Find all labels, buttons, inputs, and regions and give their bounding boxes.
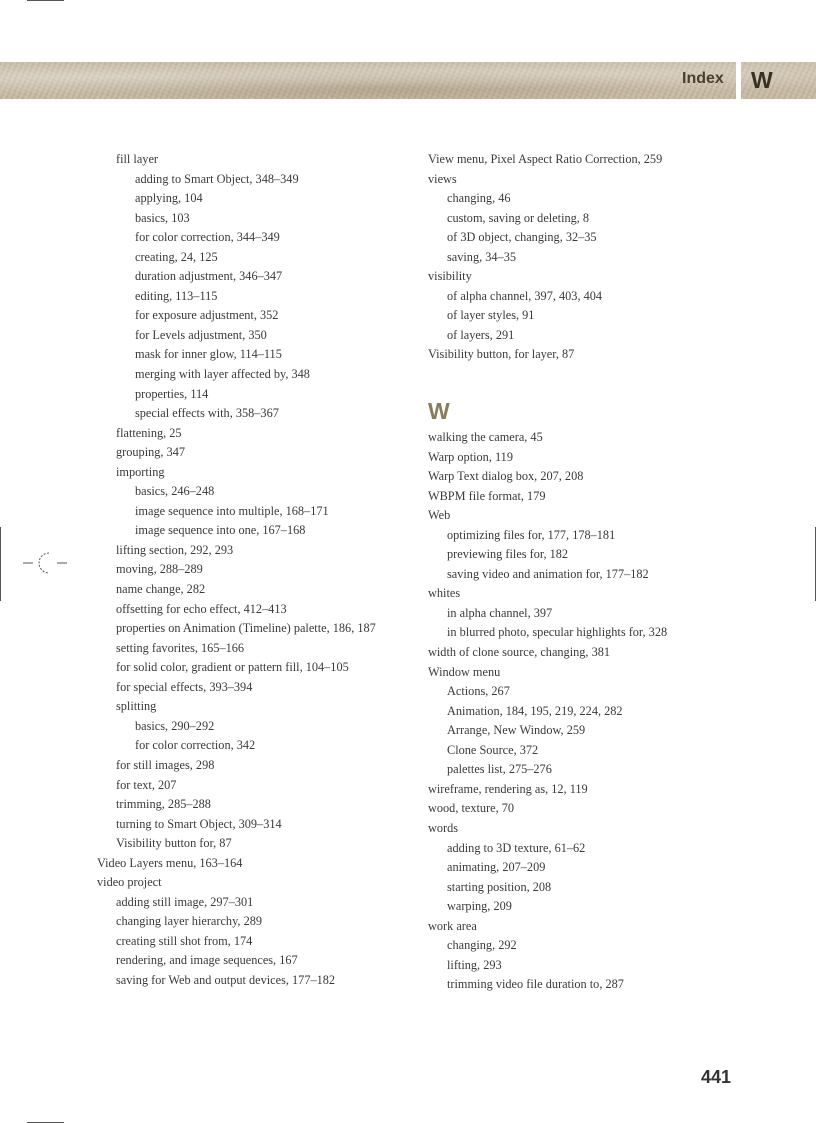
index-entry: views [428, 171, 457, 186]
index-subentry: trimming video file duration to, 287 [447, 977, 624, 992]
index-column-left [97, 150, 407, 991]
index-subentry: offsetting for echo effect, 412–413 [116, 601, 287, 616]
index-subentry: palettes list, 275–276 [447, 762, 552, 777]
index-group-v [428, 150, 758, 365]
index-subentry: creating still shot from, 174 [116, 933, 253, 948]
section-letter-tab: W [751, 67, 773, 93]
index-subentry: changing, 46 [447, 191, 511, 206]
index-subentry: of layer styles, 91 [447, 308, 535, 323]
index-entry: WBPM file format, 179 [428, 488, 546, 503]
index-column-right [428, 150, 758, 995]
index-entry: wood, texture, 70 [428, 801, 515, 816]
index-entry: Warp option, 119 [428, 449, 513, 464]
index-subentry: moving, 288–289 [116, 562, 203, 577]
index-subentry: image sequence into multiple, 168–171 [135, 503, 329, 518]
registration-mark-icon [23, 549, 67, 577]
index-entry: video project [97, 875, 162, 890]
index-subentry: turning to Smart Object, 309–314 [116, 816, 282, 831]
index-subentry: splitting [116, 699, 157, 714]
crop-mark-top-left [27, 0, 64, 1]
index-subentry: special effects with, 358–367 [135, 406, 279, 421]
index-subentry: applying, 104 [135, 191, 203, 206]
index-subentry: Visibility button for, 87 [116, 836, 232, 851]
index-subentry: flattening, 25 [116, 425, 182, 440]
page-number: 441 [701, 1067, 732, 1087]
index-subentry: Clone Source, 372 [447, 742, 539, 757]
index-subentry: trimming, 285–288 [116, 797, 211, 812]
crop-mark-left-vertical [0, 527, 1, 601]
index-subentry: grouping, 347 [116, 445, 185, 460]
index-subentry: lifting section, 292, 293 [116, 542, 234, 557]
header-band-divider [736, 62, 741, 99]
index-subentry: adding still image, 297–301 [116, 894, 254, 909]
index-subentry: editing, 113–115 [135, 288, 218, 303]
index-subentry: adding to Smart Object, 348–349 [135, 171, 299, 186]
index-subentry: in blurred photo, specular highlights for, 328 [447, 625, 668, 640]
index-subentry: mask for inner glow, 114–115 [135, 347, 282, 362]
index-subentry: of layers, 291 [447, 327, 515, 342]
index-subentry: Animation, 184, 195, 219, 224, 282 [447, 703, 623, 718]
index-subentry: for exposure adjustment, 352 [135, 308, 279, 323]
index-subentry: custom, saving or deleting, 8 [447, 210, 590, 225]
index-entry: words [428, 820, 459, 835]
index-subentry: saving, 34–35 [447, 249, 516, 264]
index-group-w [428, 428, 758, 995]
index-entry: Video Layers menu, 163–164 [97, 855, 243, 870]
index-subentry: properties, 114 [135, 386, 209, 401]
index-subentry: setting favorites, 165–166 [116, 640, 245, 655]
index-subentry: basics, 290–292 [135, 718, 215, 733]
index-subentry: fill layer [116, 152, 158, 166]
index-subentry: starting position, 208 [447, 879, 552, 894]
index-subentry: for Levels adjustment, 350 [135, 327, 267, 342]
index-entry: Web [428, 508, 451, 523]
index-subentry: rendering, and image sequences, 167 [116, 953, 298, 968]
index-subentry: for text, 207 [116, 777, 177, 792]
index-subentry: basics, 246–248 [135, 484, 215, 499]
index-subentry: for special effects, 393–394 [116, 679, 253, 694]
index-entry: Window menu [428, 664, 501, 679]
index-subentry: saving for Web and output devices, 177–182 [116, 972, 336, 987]
index-subentry: of alpha channel, 397, 403, 404 [447, 288, 603, 303]
index-subentry: warping, 209 [447, 899, 512, 914]
index-subentry: merging with layer affected by, 348 [135, 367, 310, 382]
index-subentry: in alpha channel, 397 [447, 605, 553, 620]
index-subentry: animating, 207–209 [447, 860, 546, 875]
index-subentry: changing, 292 [447, 938, 517, 953]
index-subentry: previewing files for, 182 [447, 547, 569, 562]
index-subentry: basics, 103 [135, 210, 190, 225]
index-entry: Visibility button, for layer, 87 [428, 347, 575, 362]
index-subentry: changing layer hierarchy, 289 [116, 914, 263, 929]
index-entry: width of clone source, changing, 381 [428, 645, 611, 660]
index-subentry: duration adjustment, 346–347 [135, 269, 283, 284]
index-subentry: optimizing files for, 177, 178–181 [447, 527, 616, 542]
index-entry: wireframe, rendering as, 12, 119 [428, 781, 588, 796]
index-subentry: creating, 24, 125 [135, 249, 218, 264]
index-entry: visibility [428, 269, 472, 284]
index-entry: whites [428, 586, 461, 601]
index-entry: work area [428, 918, 477, 933]
index-subentry: importing [116, 464, 165, 479]
index-entry: View menu, Pixel Aspect Ratio Correction, 259 [428, 152, 663, 166]
index-subentry: Arrange, New Window, 259 [447, 723, 586, 738]
index-subentry: name change, 282 [116, 582, 206, 597]
section-heading-w: W [428, 398, 450, 425]
index-subentry: adding to 3D texture, 61–62 [447, 840, 586, 855]
index-subentry: Actions, 267 [447, 684, 510, 699]
index-subentry: lifting, 293 [447, 957, 502, 972]
index-subentry: for solid color, gradient or pattern fill, 104–105 [116, 660, 349, 675]
index-subentry: for color correction, 342 [135, 738, 256, 753]
section-label: Index [682, 70, 724, 87]
index-subentry: properties on Animation (Timeline) palette, 186, 187 [116, 621, 376, 636]
index-subentry: image sequence into one, 167–168 [135, 523, 306, 538]
index-subentry: for color correction, 344–349 [135, 230, 280, 245]
index-entry: walking the camera, 45 [428, 430, 543, 445]
index-entry: Warp Text dialog box, 207, 208 [428, 469, 584, 484]
index-subentry: saving video and animation for, 177–182 [447, 566, 649, 581]
index-subentry: for still images, 298 [116, 757, 215, 772]
index-subentry: of 3D object, changing, 32–35 [447, 230, 597, 245]
